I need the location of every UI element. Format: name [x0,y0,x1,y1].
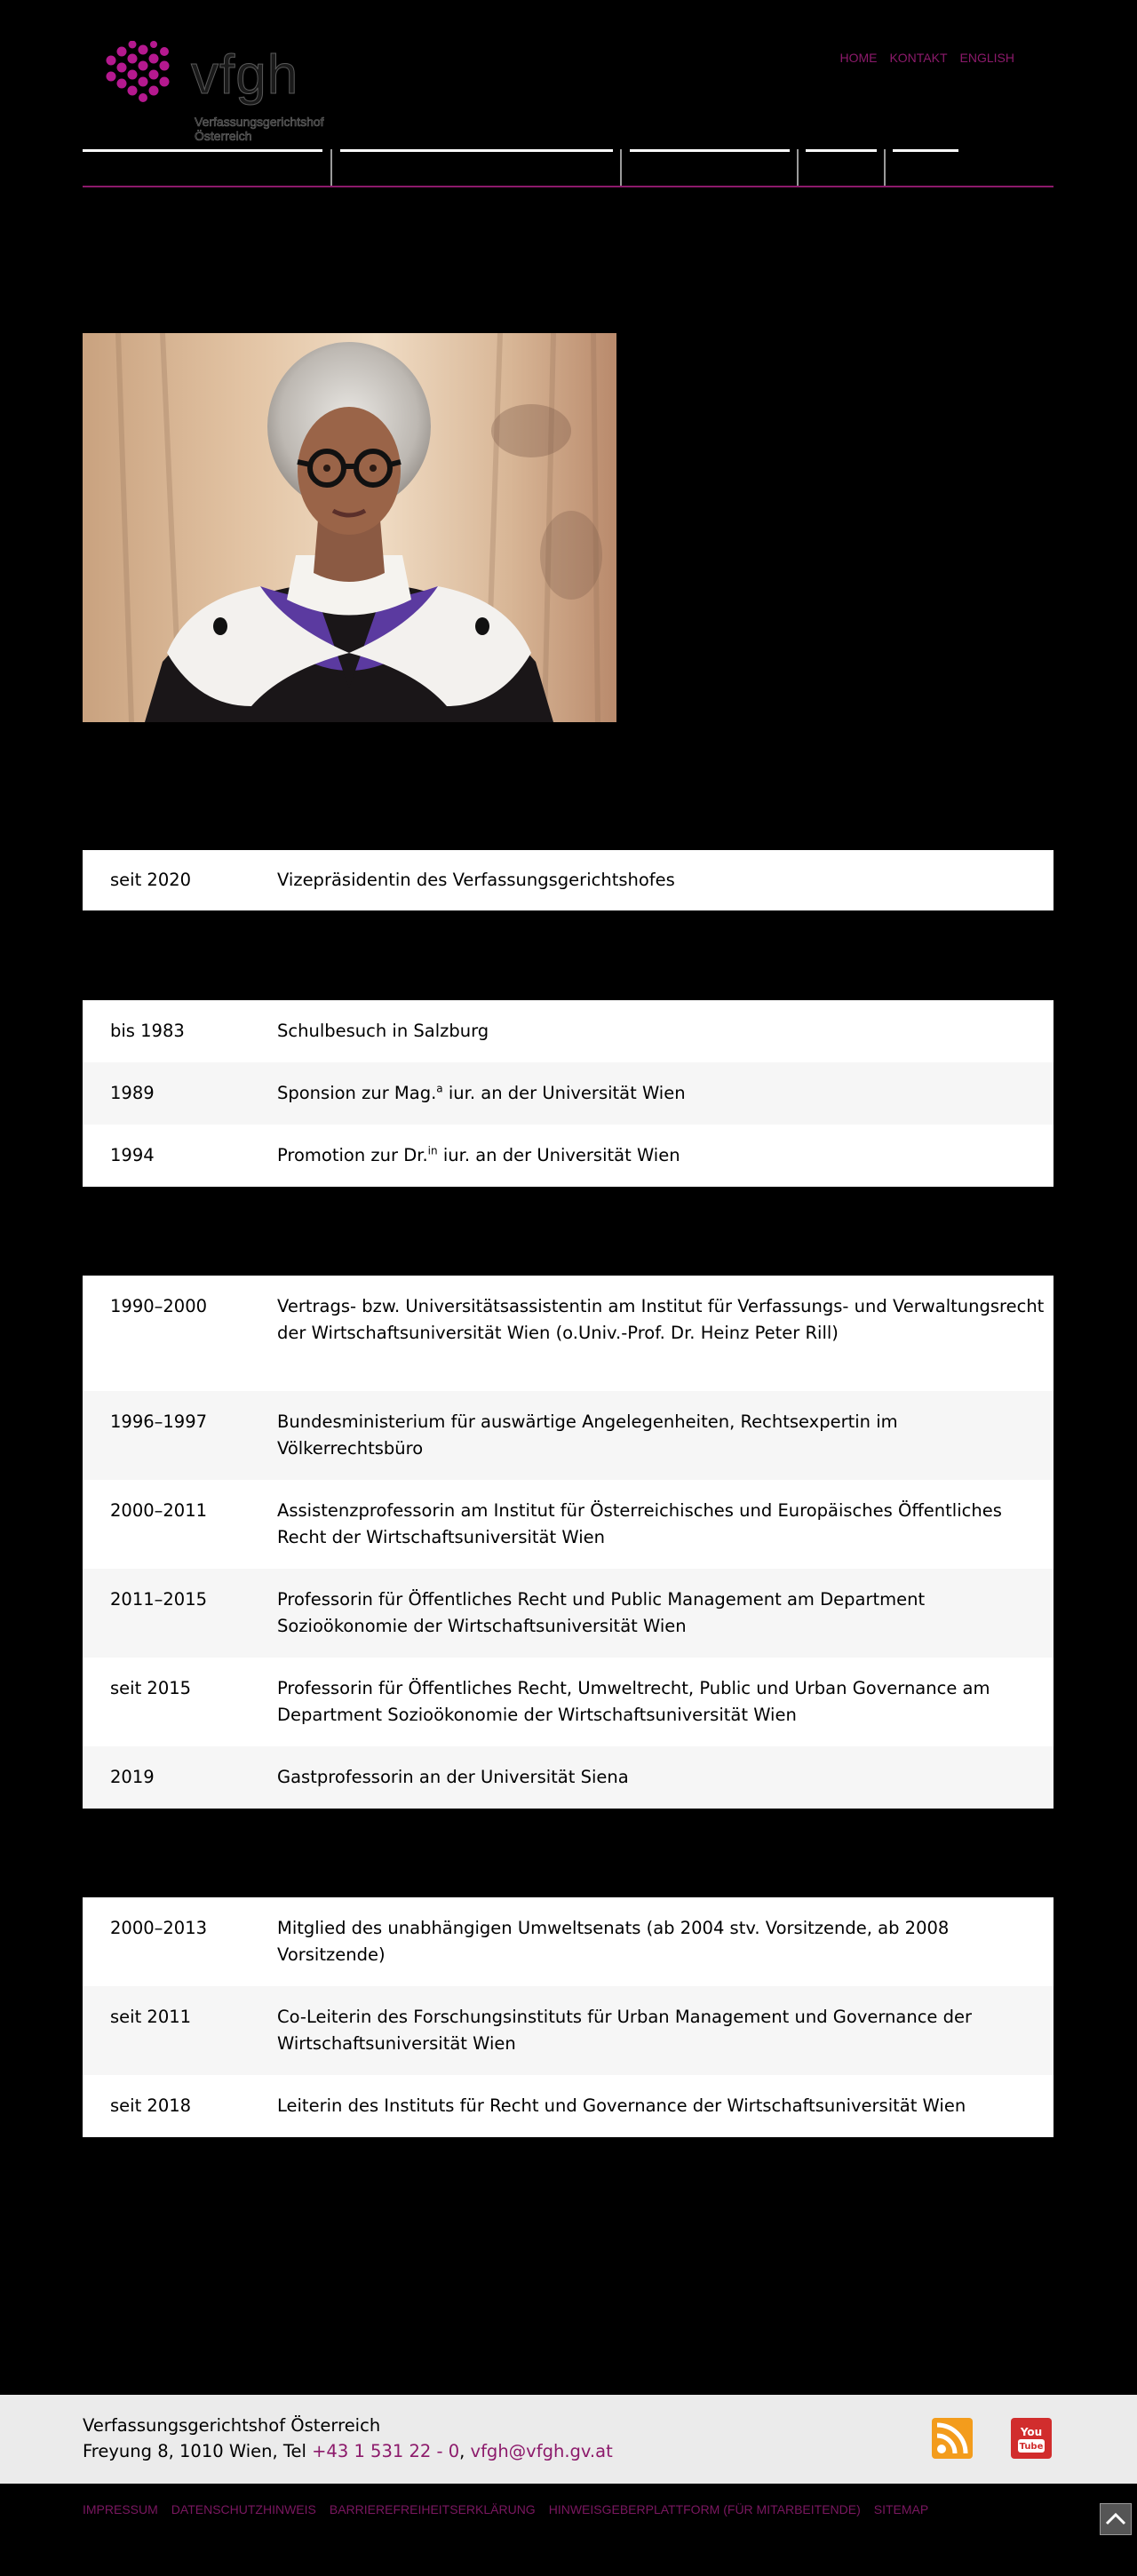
row-text-sup: in [427,1144,438,1157]
table-row [83,1125,1054,1187]
footer-link-datenschutz[interactable]: DATENSCHUTZHINWEIS [171,2502,316,2516]
table-row [83,1746,1054,1809]
cv-table-current [83,850,1054,910]
main-nav-item-2[interactable] [340,149,613,152]
logo-subtitle-line1: Verfassungsgerichtshof [195,115,324,129]
table-row [83,1276,1054,1391]
footer-separator: , [459,2441,471,2461]
back-to-top-button[interactable] [1100,2503,1132,2535]
table-row [83,1480,1054,1569]
logo-wordmark[interactable]: vfgh [191,44,299,106]
row-text: Schulbesuch in Salzburg [277,1021,489,1041]
table-row [83,1000,1054,1062]
main-nav-divider [330,149,332,187]
youtube-icon[interactable] [1011,2418,1052,2459]
row-year: seit 2011 [110,2007,192,2027]
svg-text:You: You [1020,2426,1043,2438]
row-year: 1990–2000 [110,1296,208,1316]
row-text-sup: a [436,1082,443,1095]
main-nav-item-1[interactable] [83,149,322,152]
row-year: seit 2020 [110,870,192,890]
svg-text:Tube: Tube [1019,2442,1044,2452]
table-row [83,850,1054,910]
logo-subtitle-line2: Österreich [195,129,252,143]
row-text: Assistenzprofessorin am Institut für Österreichisches und Europäisches Öffentliches Recht der Wirtschaftsuniversität Wien [277,1500,1002,1547]
table-row [83,1569,1054,1658]
logo-mark-icon[interactable] [102,41,177,103]
rss-icon[interactable] [932,2418,973,2459]
footer-link-impressum[interactable]: IMPRESSUM [83,2502,158,2516]
portrait-photo [83,333,616,722]
chevron-up-icon [1101,2504,1131,2534]
row-text: Vizepräsidentin des Verfassungsgerichtshofes [277,870,675,890]
main-nav-item-5[interactable] [893,149,958,152]
main-nav-divider [797,149,799,187]
table-row [83,1897,1054,1986]
table-row [83,1062,1054,1125]
footer-address-text: Freyung 8, 1010 Wien, Tel [83,2441,313,2461]
row-text [277,1142,1054,1169]
row-text: Professorin für Öffentliches Recht, Umweltrecht, Public und Urban Governance am Department Sozioökonomie der Wirtschaftsuniversität Wien [277,1678,990,1725]
cv-table-functions [83,1897,1054,2137]
row-text: Professorin für Öffentliches Recht und Public Management am Department Sozioökonomie der Wirtschaftsuniversität Wien [277,1589,926,1636]
footer-org-name: Verfassungsgerichtshof Österreich [83,2415,381,2436]
row-text: Mitglied des unabhängigen Umweltsenats (ab 2004 stv. Vorsitzende, ab 2008 Vorsitzende) [277,1918,950,1965]
cv-table-career [83,1276,1054,1809]
row-text: Gastprofessorin an der Universität Siena [277,1767,629,1787]
row-year: 2019 [110,1767,155,1787]
table-row [83,1986,1054,2075]
row-text: Vertrags- bzw. Universitätsassistentin am Institut für Verfassungs- und Verwaltungsrecht der Wirtschaftsuniversität Wien (o.Univ.-Prof. Dr. Heinz Peter Rill) [277,1296,1045,1343]
row-text [277,1080,1054,1107]
footer-link-sitemap[interactable]: SITEMAP [873,2502,929,2516]
footer-link-hinweisgeber[interactable]: HINWEISGEBERPLATTFORM (FÜR MITARBEITENDE) [548,2502,861,2516]
row-year: 1994 [110,1145,155,1165]
row-text-post: iur. an der Universität Wien [442,1083,686,1103]
topnav-home[interactable]: HOME [839,51,878,65]
top-navigation [839,51,1014,65]
main-nav-item-3[interactable] [630,149,790,152]
row-text: Leiterin des Instituts für Recht und Governance der Wirtschaftsuniversität Wien [277,2095,966,2116]
row-year: 1996–1997 [110,1411,208,1432]
main-nav-item-4[interactable] [806,149,877,152]
main-nav-divider [620,149,622,187]
table-row [83,2075,1054,2137]
row-year: 2011–2015 [110,1589,208,1610]
row-year: bis 1983 [110,1021,185,1041]
row-text-pre: Sponsion zur Mag. [277,1083,437,1103]
nav-rule [83,186,1054,187]
row-year: seit 2018 [110,2095,192,2116]
row-text: Co-Leiterin des Forschungsinstituts für Urban Management und Governance der Wirtschaftsuniversität Wien [277,2007,973,2054]
footer-email-link[interactable]: vfgh@vfgh.gv.at [470,2441,613,2461]
table-row [83,1391,1054,1480]
row-year: 2000–2013 [110,1918,208,1938]
footer-phone-link[interactable]: +43 1 531 22 - 0 [312,2441,460,2461]
table-row [83,1658,1054,1746]
site-header [0,0,1137,204]
footer-link-barrierefreiheit[interactable]: BARRIEREFREIHEITSERKLÄRUNG [329,2502,536,2516]
footer-bottom-links [83,2502,928,2516]
row-year: 2000–2011 [110,1500,208,1521]
main-nav-divider [884,149,886,187]
logo-subtitle [195,115,324,143]
topnav-english[interactable]: ENGLISH [959,51,1014,65]
row-text-post: iur. an der Universität Wien [437,1145,680,1165]
row-year: seit 2015 [110,1678,192,1698]
row-text: Bundesministerium für auswärtige Angelegenheiten, Rechtsexpertin im Völkerrechtsbüro [277,1411,898,1459]
topnav-kontakt[interactable]: KONTAKT [889,51,948,65]
cv-table-education [83,1000,1054,1187]
footer-address [83,2438,613,2464]
row-text-pre: Promotion zur Dr. [277,1145,428,1165]
row-year: 1989 [110,1083,155,1103]
